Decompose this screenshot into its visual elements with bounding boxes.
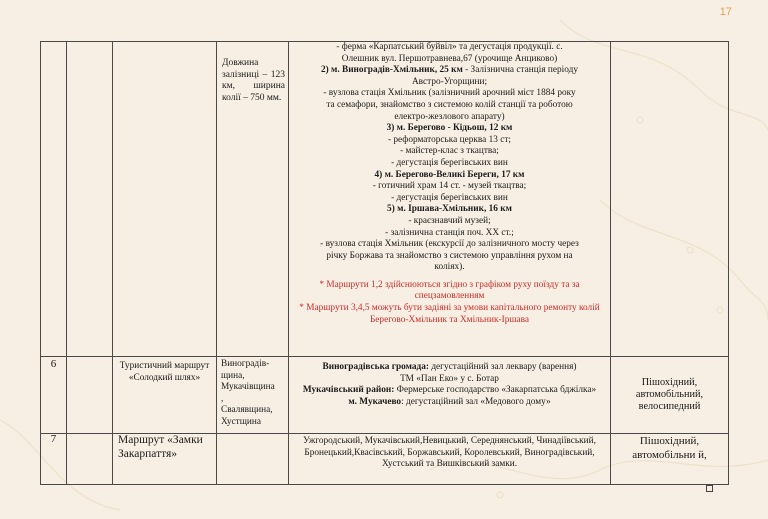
route-region bbox=[217, 357, 289, 434]
route-description-cell bbox=[289, 357, 611, 434]
route-description-cell bbox=[289, 42, 611, 357]
route-note: * Маршрути 1,2 здійснюються згідно з графіком руху поїзду та за спецзамовленням bbox=[319, 279, 580, 302]
table-row bbox=[41, 42, 729, 357]
desc-line: та семафори, знайомство з системою колій станції та роботою bbox=[326, 99, 573, 110]
region-line: Свалявщина, bbox=[221, 405, 273, 416]
route-name: Туристичний маршрут «Солодкий шлях» bbox=[113, 357, 217, 434]
desc-line: Олешник вул. Першотравнева,67 (урочище Анциково) bbox=[341, 53, 558, 64]
desc-line: річку Боржава та знайомство з системою управління рухом на bbox=[326, 250, 573, 261]
route-title bbox=[292, 170, 607, 182]
route-title-text: 4) м. Берегово-Великі Береги, 17 км bbox=[374, 169, 525, 180]
desc-line: - вузлова стація Хмільник (екскурсії до залізничного мосту через bbox=[320, 239, 579, 250]
desc-text: - Залізнична станція періоду bbox=[462, 65, 579, 76]
desc-line: - вузлова стація Хмільник (залізничний арочний міст 1884 року bbox=[323, 88, 576, 99]
transport-type: Пішохідний, автомобільний, велосипедний bbox=[611, 357, 729, 434]
desc-label: м. Мукачево bbox=[348, 396, 402, 407]
region-line: Хустщина bbox=[221, 416, 261, 427]
region-line: Мукачівщина bbox=[221, 382, 275, 393]
desc-line bbox=[292, 385, 607, 397]
desc-label: Виноградівська громада: bbox=[322, 362, 429, 372]
route-title-text: 3) м. Берегово - Кідьош, 12 км bbox=[386, 123, 513, 134]
region-line: щина, bbox=[221, 370, 245, 381]
transport-type: Пішохідний, автомобільни й, bbox=[611, 434, 729, 485]
route-title: 2) м. Виноградів-Хмільник, 25 км bbox=[320, 65, 463, 76]
route-note: * Маршрути 3,4,5 можуть бути задіяні за умови капітального ремонту колій Берегово-Хмільник та Хмільник-Іршава bbox=[299, 303, 600, 325]
region-line: Виноградів- bbox=[221, 359, 270, 369]
route-title-text: 5) м. Іршава-Хмільник, 16 км bbox=[387, 204, 512, 215]
desc-line: - дегустація берегівських вин bbox=[391, 157, 508, 168]
desc-line: електро-жезлового апарату) bbox=[394, 111, 505, 122]
region-line: , bbox=[221, 393, 224, 404]
route-description-cell: Ужгородський, Мукачівський,Невицький, Середнянський, Чинадіївський, Бронецький,Квасівський, Боржавський, Королевський, Виноградівський, Хустський та Вишківський замки. bbox=[289, 434, 611, 485]
route-name: Маршрут «Замки Закарпаття» bbox=[113, 434, 217, 485]
table-cell-blank bbox=[67, 42, 113, 357]
desc-line: - краєзнавчий музей; bbox=[408, 215, 491, 226]
desc-line: - дегустація берегівських вин bbox=[391, 192, 508, 203]
desc-line: - реформаторська церква 13 ст; bbox=[387, 134, 511, 145]
table-cell-blank bbox=[67, 434, 113, 485]
table-cell-number bbox=[41, 42, 67, 357]
route-number: 7 bbox=[41, 434, 67, 485]
desc-line: ТМ «Пан Еко» у с. Ботар bbox=[400, 373, 499, 384]
desc-line: - залізнична станція поч. ХХ ст.; bbox=[385, 227, 514, 238]
resize-handle-mark bbox=[706, 485, 713, 492]
table-cell-transport bbox=[611, 42, 729, 357]
routes-table bbox=[40, 41, 729, 485]
desc-label: Мукачівський район: bbox=[302, 385, 395, 396]
route-title bbox=[292, 204, 607, 216]
desc-line: - ферма «Карпатський буйвіл» та дегустація продукції. с. bbox=[336, 42, 563, 52]
table-row bbox=[41, 357, 729, 434]
table-cell-name bbox=[113, 42, 217, 357]
route-title bbox=[292, 123, 607, 135]
desc-line: коліях). bbox=[434, 262, 465, 273]
desc-line bbox=[292, 65, 607, 77]
desc-line: - готичний храм 14 ст. - музей ткацтва; bbox=[372, 181, 527, 192]
route-number: 6 bbox=[41, 357, 67, 434]
railway-length-cell: Довжина залізниці – 123 км, ширина колії – 750 мм. bbox=[217, 42, 289, 357]
desc-text: : дегустаційний зал «Медового дому» bbox=[401, 396, 551, 407]
table-row bbox=[41, 434, 729, 485]
desc-line: - майстер-клас з ткацтва; bbox=[400, 146, 499, 157]
desc-line bbox=[292, 397, 607, 409]
desc-text: Фермерське господарство «Закарпатська бджілка» bbox=[394, 385, 597, 396]
desc-line: Австро-Угорщини; bbox=[411, 76, 488, 87]
table-cell-blank bbox=[67, 357, 113, 434]
desc-text: дегустаційний зал леквару (варення) bbox=[429, 362, 577, 372]
table-cell-region bbox=[217, 434, 289, 485]
page-number: 17 bbox=[719, 6, 732, 18]
desc-line bbox=[292, 362, 607, 374]
